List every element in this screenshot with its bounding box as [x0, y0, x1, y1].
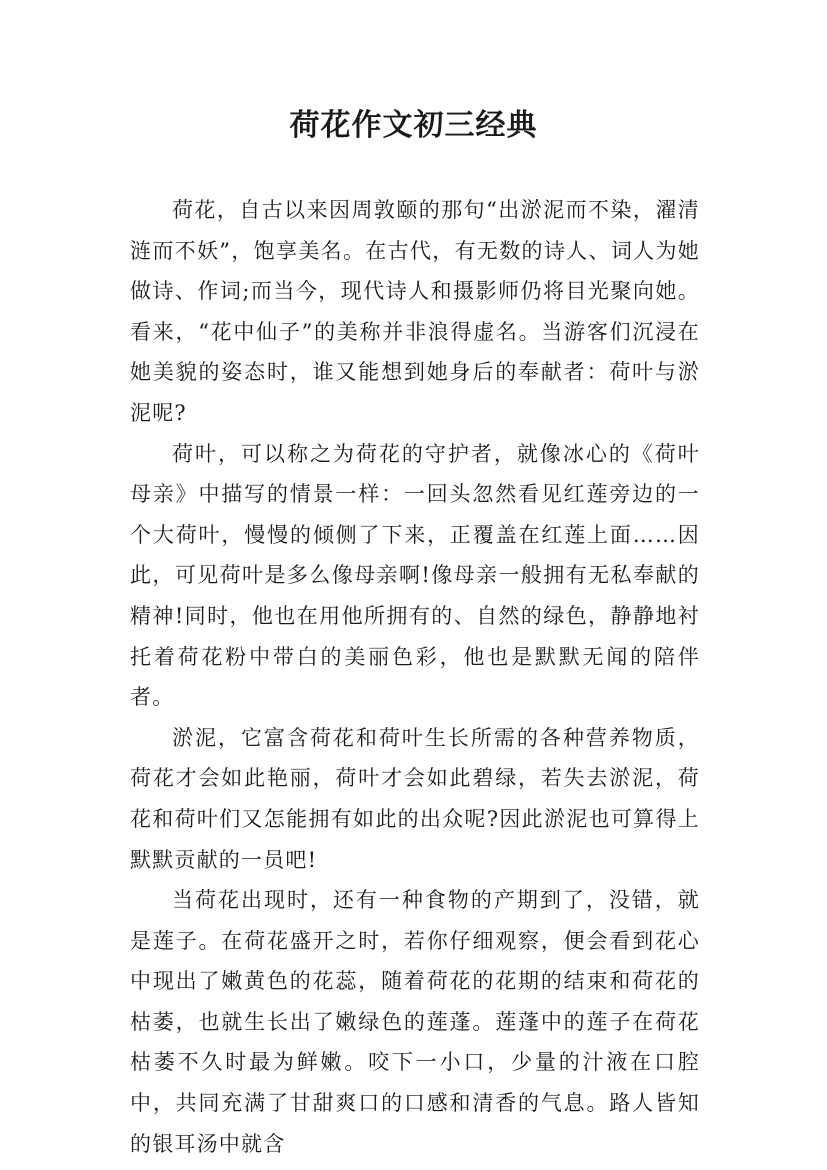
- paragraph: 当荷花出现时，还有一种食物的产期到了，没错，就是莲子。在荷花盛开之时，若你仔细观察，便会看到花心中现出了嫩黄色的花蕊，随着荷花的花期的结束和荷花的枯萎，也就生长出了嫩绿色的莲蓬。莲蓬中的莲子在荷花枯萎不久时最为鲜嫩。咬下一小口，少量的汁液在口腔中，共同充满了甘甜爽口的口感和清香的气息。路人皆知的银耳汤中就含: [130, 888, 700, 1156]
- document-body: [130, 190, 700, 1164]
- paragraph: 荷叶，可以称之为荷花的守护者，就像冰心的《荷叶母亲》中描写的情景一样：一回头忽然看见红莲旁边的一个大荷叶，慢慢的倾侧了下来，正覆盖在红莲上面……因此，可见荷叶是多么像母亲啊!像母亲一般拥有无私奉献的精神!同时，他也在用他所拥有的、自然的绿色，静静地衬托着荷花粉中带白的美丽色彩，他也是默默无闻的陪伴者。: [130, 441, 700, 710]
- document-title: 荷花作文初三经典: [289, 108, 538, 143]
- paragraph: 淤泥，它富含荷花和荷叶生长所需的各种营养物质，荷花才会如此艳丽，荷叶才会如此碧绿，若失去淤泥，荷花和荷叶们又怎能拥有如此的出众呢?因此淤泥也可算得上默默贡献的一员吧!: [130, 725, 700, 872]
- paragraph: 荷花，自古以来因周敦颐的那句“出淤泥而不染，濯清涟而不妖”，饱享美名。在古代，有无数的诗人、词人为她做诗、作词;而当今，现代诗人和摄影师仍将目光聚向她。看来，“花中仙子”的美称并非浪得虚名。当游客们沉浸在她美貌的姿态时，谁又能想到她身后的奉献者：荷叶与淤泥呢?: [130, 198, 700, 425]
